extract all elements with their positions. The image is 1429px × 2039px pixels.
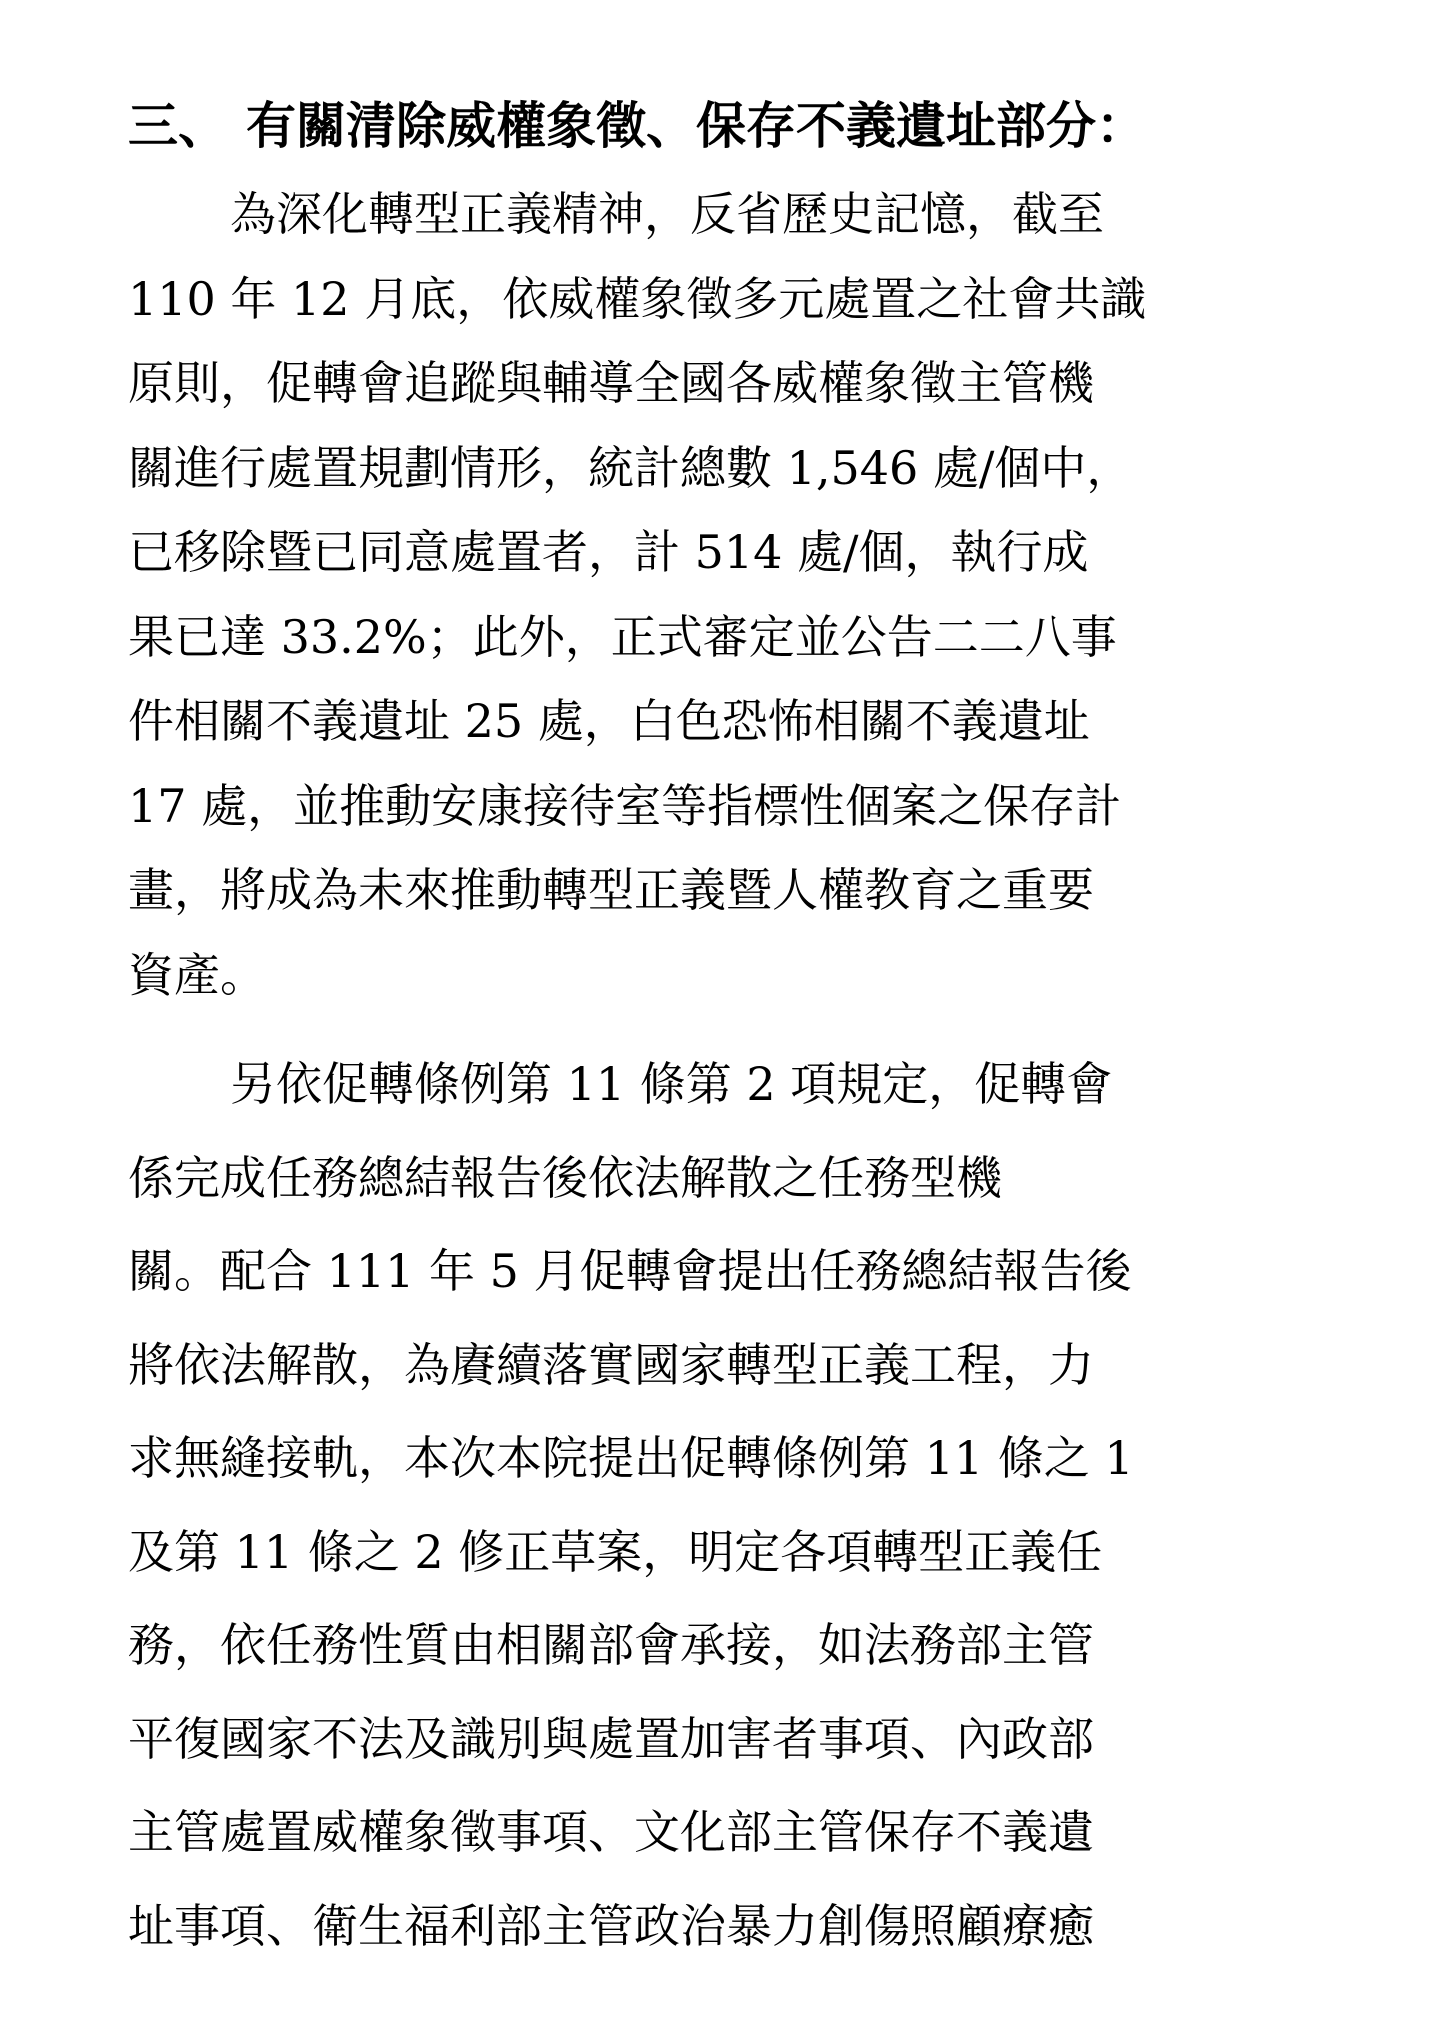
- paragraph-line: 畫，將成為未來推動轉型正義暨人權教育之重要: [128, 863, 1094, 917]
- paragraph-line: 原則，促轉會追蹤與輔導全國各威權象徵主管機: [128, 356, 1094, 410]
- paragraph-line: 件相關不義遺址 25 處，白色恐怖相關不義遺址: [128, 694, 1090, 748]
- paragraph-task-transfer: [128, 1038, 1280, 1973]
- paragraph-line: 主管處置威權象徵事項、文化部主管保存不義遺: [128, 1805, 1094, 1859]
- paragraph-symbols-sites: [128, 172, 1280, 1017]
- paragraph-line: 址事項、衛生福利部主管政治暴力創傷照顧療癒: [128, 1898, 1094, 1953]
- paragraph-line: 110 年 12 月底，依威權象徵多元處置之社會共識: [128, 271, 1147, 326]
- paragraph-line: 另依促轉條例第 11 條第 2 項規定，促轉會: [230, 1057, 1113, 1111]
- section-heading: [128, 92, 1308, 160]
- paragraph-line: 果已達 33.2%；此外，正式審定並公告二二八事: [128, 609, 1117, 664]
- paragraph-line: 為深化轉型正義精神，反省歷史記憶，截至: [230, 187, 1104, 241]
- paragraph-line: 已移除暨已同意處置者，計 514 處/個，執行成: [128, 525, 1089, 579]
- paragraph-line: 關。配合 111 年 5 月促轉會提出任務總結報告後: [128, 1244, 1132, 1298]
- paragraph-line: 務，依任務性質由相關部會承接，如法務部主管: [128, 1618, 1094, 1672]
- paragraph-line: 平復國家不法及識別與處置加害者事項、內政部: [128, 1711, 1094, 1766]
- paragraph-line: 關進行處置規劃情形，統計總數 1,546 處/個中，: [128, 440, 1133, 495]
- section-title: 有關清除威權象徵、保存不義遺址部分：: [246, 97, 1146, 155]
- paragraph-line: 將依法解散，為賡續落實國家轉型正義工程，力: [128, 1337, 1094, 1392]
- paragraph-line: 求無縫接軌，本次本院提出促轉條例第 11 條之 1: [128, 1431, 1134, 1485]
- paragraph-line: 17 處，並推動安康接待室等指標性個案之保存計: [128, 778, 1122, 833]
- paragraph-line: 及第 11 條之 2 修正草案，明定各項轉型正義任: [128, 1524, 1103, 1579]
- paragraph-line: 資產。: [128, 947, 266, 1002]
- paragraph-line: 係完成任務總結報告後依法解散之任務型機: [128, 1150, 1002, 1205]
- section-number: 三、: [128, 97, 228, 155]
